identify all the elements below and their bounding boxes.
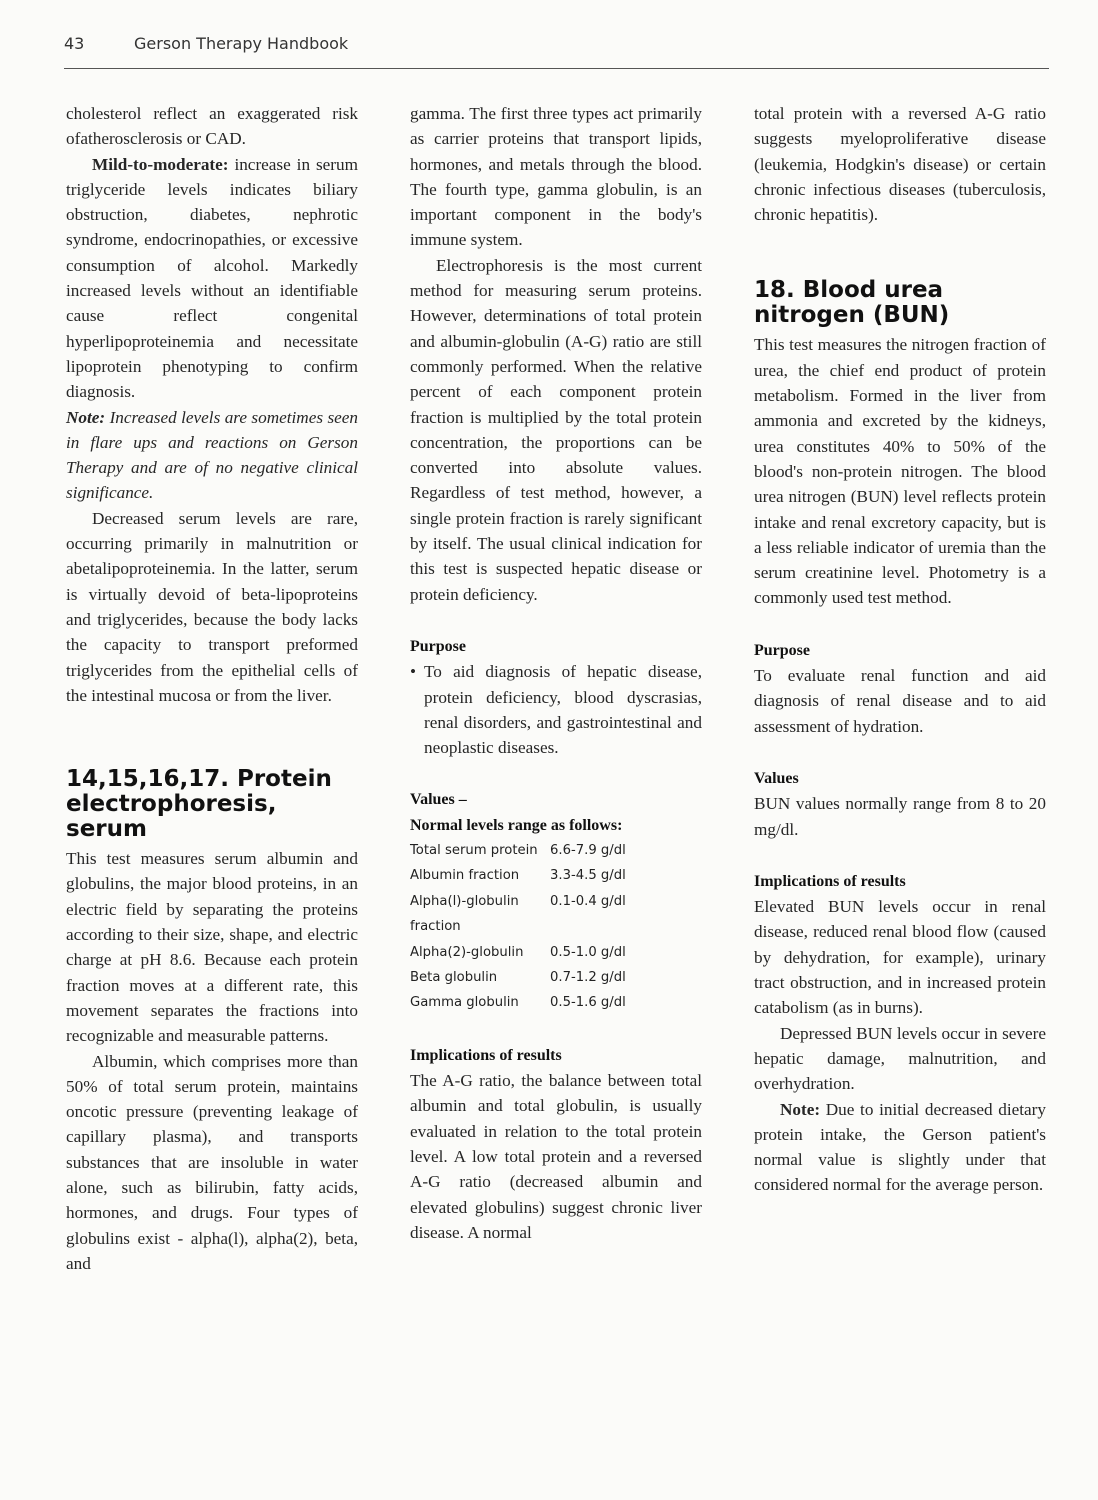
value-name: Gamma globulin — [410, 995, 519, 1011]
book-title: Gerson Therapy Handbook — [134, 34, 349, 53]
running-head — [64, 34, 1048, 53]
value-name: Total serum protein — [410, 843, 538, 859]
paragraph: This test measures the nitrogen fraction of urea, the chief end product of protein metabolism. Formed in the liver from ammonia and excreted by the kidneys, urea constitutes 40% to 50% of the blood's non-protein nitrogen. The blood urea nitrogen (BUN) level reflects protein intake and renal excretory capacity, but is a less reliable indicator of uremia than the serum creatinine level. Photometry is a commonly used test method. — [754, 335, 1046, 608]
implications-heading: Implications of results — [754, 872, 906, 890]
value-range: 0.5-1.6 g/dl — [550, 995, 626, 1011]
values-subheading: Normal levels range as follows: — [410, 816, 623, 834]
note-text: Increased levels are sometimes seen in flare ups and reactions on Gerson Therapy and are of no negative clinical significance. — [66, 407, 358, 503]
purpose-heading: Purpose — [754, 641, 810, 659]
section-heading-protein-electrophoresis: 14,15,16,17. Protein electrophoresis, serum — [66, 766, 332, 843]
paragraph: To evaluate renal function and aid diagnosis of renal disease and to aid assessment of hydration. — [754, 666, 1046, 736]
paragraph-mild-to-moderate — [66, 152, 358, 405]
inline-label: Mild-to-moderate: — [92, 154, 229, 174]
implications-heading: Implications of results — [410, 1046, 562, 1064]
note-text: Due to initial decreased dietary protein intake, the Gerson patient's normal value is slightly under that considered normal for the average person. — [754, 1099, 1046, 1195]
paragraph: Decreased serum levels are rare, occurring primarily in malnutrition or abetalipoproteinemia. In the latter, serum is virtually devoid of beta-lipoproteins and triglycerides, because the body lacks the capacity to transport preformed triglycerides from the epithelial cells of the intestinal mucosa or from the liver. — [66, 508, 358, 705]
paragraph-text: increase in serum triglyceride levels indicates biliary obstruction, diabetes, nephrotic syndrome, endocrinopathies, or excessive consumption of alcohol. Markedly increased levels without an identifiable cause reflect congenital hyperlipoproteinemia and necessitate lipoprotein phenotyping to confirm diagnosis. — [66, 154, 358, 402]
section-heading-bun: 18. Blood urea nitrogen (BUN) — [754, 277, 950, 329]
note-paragraph — [66, 405, 358, 506]
paragraph: Electrophoresis is the most current method for measuring serum proteins. However, determinations of total protein and albumin-globulin (A-G) ratio are still commonly performed. When the relative percent of each component protein fraction is multiplied by the total protein concentration, the proportions can be converted into absolute values. Regardless of test method, however, a single protein fraction is rarely significant by itself. The usual clinical indication for this test is suspected hepatic disease or protein deficiency. — [410, 255, 702, 604]
value-range: 3.3-4.5 g/dl — [550, 868, 626, 884]
value-name: fraction — [410, 919, 461, 935]
paragraph: gamma. The first three types act primarily as carrier proteins that transport lipids, hormones, and metals through the blood. The fourth type, gamma globulin, is an important component in the body's immune system. — [410, 104, 702, 250]
values-heading: Values – — [410, 791, 467, 809]
paragraph: total protein with a reversed A-G ratio suggests myeloproliferative disease (leukemia, Hodgkin's disease) or certain chronic infectious diseases (tuberculosis, chronic hepatitis). — [754, 104, 1046, 225]
value-name: Alpha(2)-globulin — [410, 944, 524, 960]
note-label: Note: — [66, 407, 106, 427]
value-range: 0.1-0.4 g/dl — [550, 893, 626, 909]
paragraph: cholesterol reflect an exaggerated risk ofatherosclerosis or CAD. — [66, 104, 358, 149]
paragraph: BUN values normally range from 8 to 20 mg/dl. — [754, 794, 1046, 839]
note-paragraph — [754, 1097, 1046, 1198]
column-1 — [66, 101, 358, 1276]
paragraph: Albumin, which comprises more than 50% of total serum protein, maintains oncotic pressure (preventing leakage of capillary plasma), and transports substances that are insoluble in water alone, such as bilirubin, fatty acids, hormones, and drugs. Four types of globulins exist - alpha(l), alpha(2), beta, and — [66, 1051, 358, 1273]
paragraph: The A-G ratio, the balance between total albumin and total globulin, is usually evaluated in relation to the total protein level. A low total protein and a reversed A-G ratio (decreased albumin and elevated globulins) suggest chronic liver disease. A normal — [410, 1071, 702, 1242]
value-name: Albumin fraction — [410, 868, 520, 884]
note-label: Note: — [780, 1099, 821, 1119]
purpose-bullet-item — [410, 659, 702, 760]
bullet-icon: • — [410, 662, 417, 682]
value-range: 0.5-1.0 g/dl — [550, 944, 626, 960]
purpose-text: To aid diagnosis of hepatic disease, protein deficiency, blood dyscrasias, renal disorders, and gastrointestinal and neoplastic diseases. — [424, 662, 702, 758]
header-rule — [64, 68, 1049, 69]
value-name: Alpha(l)-globulin — [410, 893, 519, 909]
value-row — [410, 838, 702, 863]
value-range — [550, 914, 702, 939]
values-heading: Values — [754, 769, 799, 787]
normal-values-table — [410, 838, 702, 1016]
paragraph: This test measures serum albumin and globulins, the major blood proteins, in an electric field by separating the proteins according to their size, shape, and electric charge at pH 8.6. Because each protein fraction moves at a different rate, this movement separates the fractions into recognizable and measurable patterns. — [66, 849, 358, 1046]
column-2 — [410, 101, 702, 1245]
paragraph: Elevated BUN levels occur in renal disease, reduced renal blood flow (caused by dehydration, for example), urinary tract obstruction, and in increased protein catabolism (as in burns). — [754, 897, 1046, 1018]
value-range: 0.7-1.2 g/dl — [550, 970, 626, 986]
value-row — [410, 990, 702, 1015]
column-3 — [754, 101, 1046, 1198]
value-row — [410, 914, 702, 939]
value-range: 6.6-7.9 g/dl — [550, 843, 626, 859]
paragraph: Depressed BUN levels occur in severe hepatic damage, malnutrition, and overhydration. — [754, 1023, 1046, 1094]
value-row — [410, 940, 702, 965]
value-row — [410, 889, 702, 914]
value-row — [410, 863, 702, 888]
purpose-heading: Purpose — [410, 637, 466, 655]
value-name: Beta globulin — [410, 970, 498, 986]
value-row — [410, 965, 702, 990]
page-number: 43 — [64, 34, 85, 53]
